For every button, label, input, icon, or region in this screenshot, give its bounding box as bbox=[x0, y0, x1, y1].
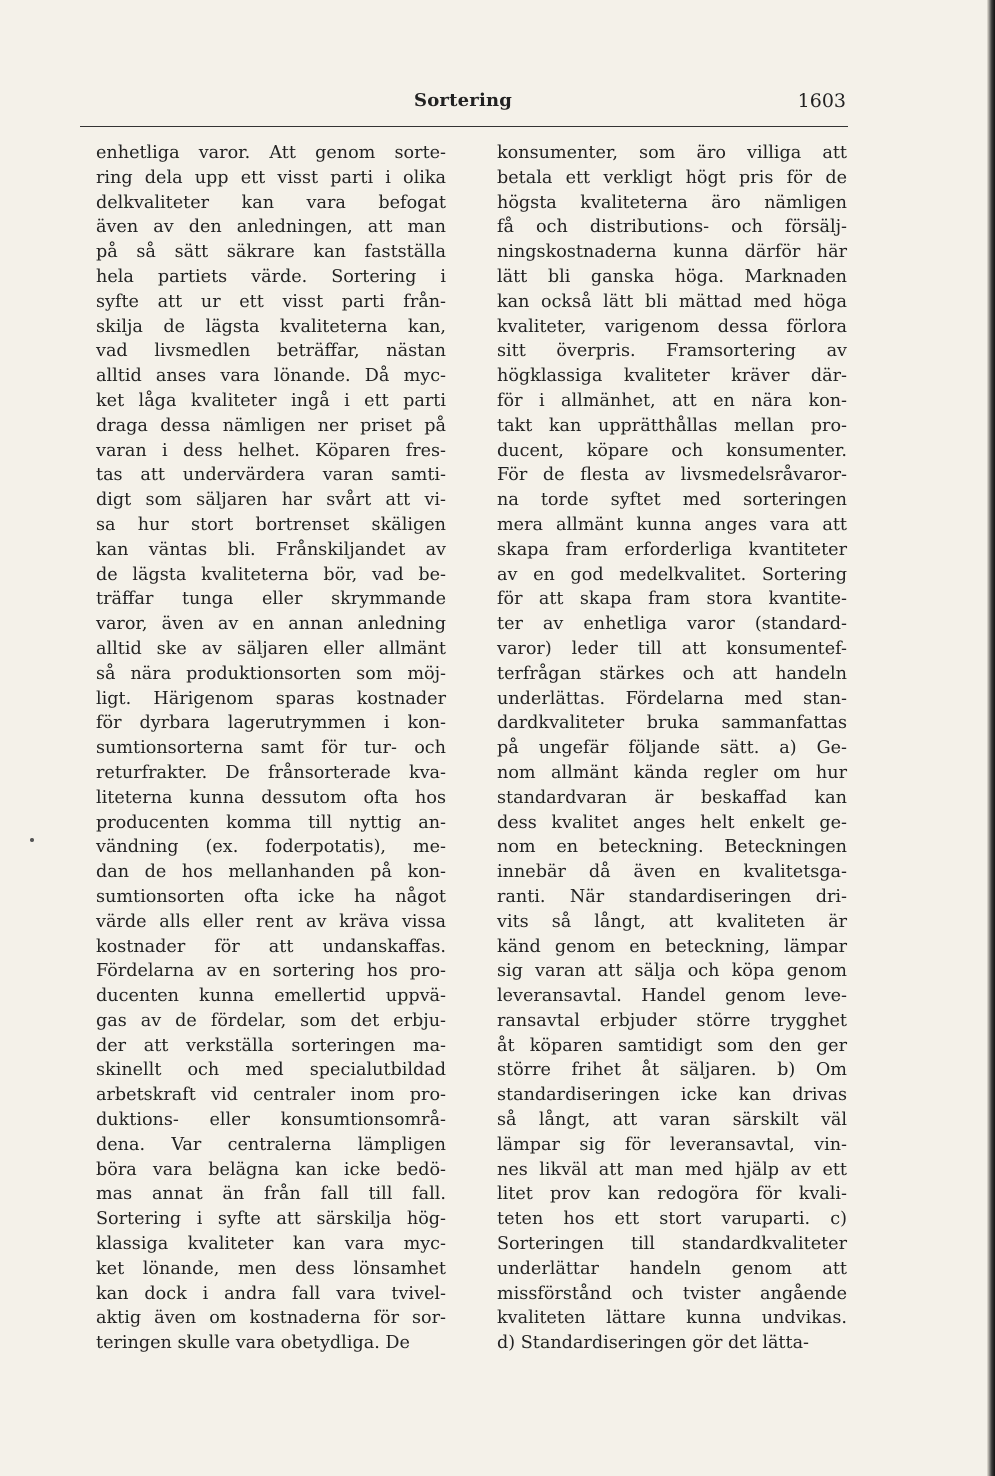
text-line: kan väntas bli. Frånskiljandet av bbox=[96, 539, 446, 560]
text-line: sumtionsorterna samt för tur- och bbox=[96, 738, 446, 759]
text-line: ransavtal erbjuder större trygghet bbox=[497, 1010, 847, 1031]
text-line: ligt. Härigenom sparas kostnader bbox=[96, 688, 446, 709]
text-line: teten hos ett stort varuparti. c) bbox=[497, 1209, 847, 1230]
text-line: terfrågan stärkes och att handeln bbox=[497, 663, 847, 684]
text-line: kvaliteten lättare kunna undvikas. bbox=[497, 1308, 847, 1329]
text-line: För de flesta av livsmedelsråvaror- bbox=[497, 465, 847, 486]
text-line: duktions- eller konsumtionsområ- bbox=[96, 1110, 446, 1131]
text-line: Sortering i syfte att särskilja hög- bbox=[96, 1209, 446, 1230]
text-line: ring dela upp ett visst parti i olika bbox=[96, 167, 446, 188]
text-line: mera allmänt kunna anges vara att bbox=[497, 514, 847, 535]
text-line: liteterna kunna dessutom ofta hos bbox=[96, 787, 446, 808]
text-line: digt som säljaren har svårt att vi- bbox=[96, 490, 446, 511]
text-line: kvaliteter, varigenom dessa förlora bbox=[497, 316, 847, 337]
text-line: få och distributions- och försälj- bbox=[497, 217, 847, 238]
text-line: underlättas. Fördelarna med stan- bbox=[497, 688, 847, 709]
text-line: skilja de lägsta kvaliteterna kan, bbox=[96, 316, 446, 337]
text-line: känd genom en beteckning, lämpar bbox=[497, 936, 847, 957]
text-line: större frihet åt säljaren. b) Om bbox=[497, 1060, 847, 1081]
text-line: returfrakter. De frånsorterade kva- bbox=[96, 762, 446, 783]
header-rule bbox=[80, 126, 848, 127]
text-line: åt köparen samtidigt som den ger bbox=[497, 1035, 847, 1056]
text-line: sig varan att sälja och köpa genom bbox=[497, 961, 847, 982]
text-line: kan också lätt bli mättad med höga bbox=[497, 291, 847, 312]
text-line: ducent, köpare och konsumenter. bbox=[497, 440, 847, 461]
left-column bbox=[96, 141, 446, 1356]
text-line: de lägsta kvaliteterna bör, vad be- bbox=[96, 564, 446, 585]
text-line: producenten komma till nyttig an- bbox=[96, 812, 446, 833]
right-column bbox=[497, 141, 847, 1356]
page-header bbox=[80, 88, 848, 118]
text-line: lätt bli ganska höga. Marknaden bbox=[497, 266, 847, 287]
text-line: ranti. När standardiseringen dri- bbox=[497, 886, 847, 907]
text-line: delkvaliteter kan vara befogat bbox=[96, 192, 446, 213]
text-line: standardiseringen icke kan drivas bbox=[497, 1085, 847, 1106]
text-line: hela partiets värde. Sortering i bbox=[96, 266, 446, 287]
text-line: ter av enhetliga varor (standard- bbox=[497, 614, 847, 635]
text-line: varor) leder till att konsumentef- bbox=[497, 638, 847, 659]
text-line: d) Standardiseringen gör det lätta- bbox=[497, 1333, 810, 1354]
text-line: draga dessa nämligen ner priset på bbox=[96, 415, 446, 436]
text-line: lämpar sig för leveransavtal, vin- bbox=[497, 1134, 847, 1155]
text-line: sumtionsorten ofta icke ha något bbox=[96, 886, 446, 907]
text-line: på ungefär följande sätt. a) Ge- bbox=[497, 738, 847, 759]
text-line: alltid anses vara lönande. Då myc- bbox=[96, 366, 446, 387]
page-edge-shadow bbox=[987, 0, 995, 1476]
text-line: dan de hos mellanhanden på kon- bbox=[96, 862, 446, 883]
text-line: dardkvaliteter bruka sammanfattas bbox=[497, 713, 847, 734]
text-line: syfte att ur ett visst parti från- bbox=[96, 291, 446, 312]
text-line: mas annat än från fall till fall. bbox=[96, 1184, 446, 1205]
text-line: så nära produktionsorten som möj- bbox=[96, 663, 446, 684]
text-line: nom en beteckning. Beteckningen bbox=[497, 837, 847, 858]
text-line: sa hur stort bortrenset skäligen bbox=[96, 514, 446, 535]
page-number: 1603 bbox=[797, 90, 846, 112]
text-line: gas av de fördelar, som det erbju- bbox=[96, 1010, 446, 1031]
text-line: skinellt och med specialutbildad bbox=[96, 1060, 446, 1081]
text-line: ket lönande, men dess lönsamhet bbox=[96, 1258, 446, 1279]
text-line: skapa fram erforderliga kvantiteter bbox=[497, 539, 847, 560]
text-line: för dyrbara lagerutrymmen i kon- bbox=[96, 713, 446, 734]
text-line: teringen skulle vara obetydliga. De bbox=[96, 1333, 410, 1354]
text-line: missförstånd och tvister angående bbox=[497, 1283, 847, 1304]
text-line: dess kvalitet anges helt enkelt ge- bbox=[497, 812, 847, 833]
text-line: ningskostnaderna kunna därför här bbox=[497, 242, 847, 263]
text-line: värde alls eller rent av kräva vissa bbox=[96, 911, 446, 932]
text-line: för att skapa fram stora kvantite- bbox=[497, 589, 847, 610]
text-line: klassiga kvaliteter kan vara myc- bbox=[96, 1234, 446, 1255]
text-line: takt kan upprätthållas mellan pro- bbox=[497, 415, 847, 436]
text-line: så långt, att varan särskilt väl bbox=[497, 1110, 847, 1131]
text-line: leveransavtal. Handel genom leve- bbox=[497, 986, 847, 1007]
text-line: nes likväl att man med hjälp av ett bbox=[497, 1159, 847, 1180]
text-line: enhetliga varor. Att genom sorte- bbox=[96, 143, 446, 163]
running-head: Sortering bbox=[414, 90, 513, 111]
text-line: högsta kvaliteterna äro nämligen bbox=[497, 192, 847, 213]
text-line: varan i dess helhet. Köparen fres- bbox=[96, 440, 446, 461]
text-line: av en god medelkvalitet. Sortering bbox=[497, 564, 847, 585]
text-line: alltid ske av säljaren eller allmänt bbox=[96, 638, 446, 659]
text-line: på så sätt säkrare kan fastställa bbox=[96, 242, 446, 263]
text-line: även av den anledningen, att man bbox=[96, 217, 446, 238]
text-line: innebär då även en kvalitetsga- bbox=[497, 862, 847, 883]
text-line: böra vara belägna kan icke bedö- bbox=[96, 1159, 446, 1180]
text-line: sitt överpris. Framsortering av bbox=[497, 341, 847, 362]
text-line: för i allmänhet, att en nära kon- bbox=[497, 390, 847, 411]
text-line: kan dock i andra fall vara tvivel- bbox=[96, 1283, 446, 1304]
text-line: konsumenter, som äro villiga att bbox=[497, 143, 847, 163]
text-line: arbetskraft vid centraler inom pro- bbox=[96, 1085, 446, 1106]
text-line: tas att undervärdera varan samti- bbox=[96, 465, 446, 486]
text-line: na torde syftet med sorteringen bbox=[497, 490, 847, 511]
text-line: nom allmänt kända regler om hur bbox=[497, 762, 847, 783]
text-line: kostnader för att undanskaffas. bbox=[96, 936, 446, 957]
text-line: Fördelarna av en sortering hos pro- bbox=[96, 961, 446, 982]
text-line: dena. Var centralerna lämpligen bbox=[96, 1134, 446, 1155]
text-line: ket låga kvaliteter ingå i ett parti bbox=[96, 390, 446, 411]
text-line: Sorteringen till standardkvaliteter bbox=[497, 1234, 847, 1255]
text-line: vändning (ex. foderpotatis), me- bbox=[96, 837, 446, 858]
text-line: underlättar handeln genom att bbox=[497, 1258, 847, 1279]
text-line: standardvaran är beskaffad kan bbox=[497, 787, 847, 808]
text-line: ducenten kunna emellertid uppvä- bbox=[96, 986, 446, 1007]
text-line: betala ett verkligt högt pris för de bbox=[497, 167, 847, 188]
text-line: der att verkställa sorteringen ma- bbox=[96, 1035, 446, 1056]
text-line: högklassiga kvaliteter kräver där- bbox=[497, 366, 847, 387]
text-line: träffar tunga eller skrymmande bbox=[96, 589, 446, 610]
text-line: vad livsmedlen beträffar, nästan bbox=[96, 341, 446, 362]
margin-speck bbox=[30, 838, 34, 842]
text-line: aktig även om kostnaderna för sor- bbox=[96, 1308, 446, 1329]
text-line: litet prov kan redogöra för kvali- bbox=[497, 1184, 847, 1205]
text-line: varor, även av en annan anledning bbox=[96, 614, 446, 635]
text-line: vits så långt, att kvaliteten är bbox=[497, 911, 847, 932]
